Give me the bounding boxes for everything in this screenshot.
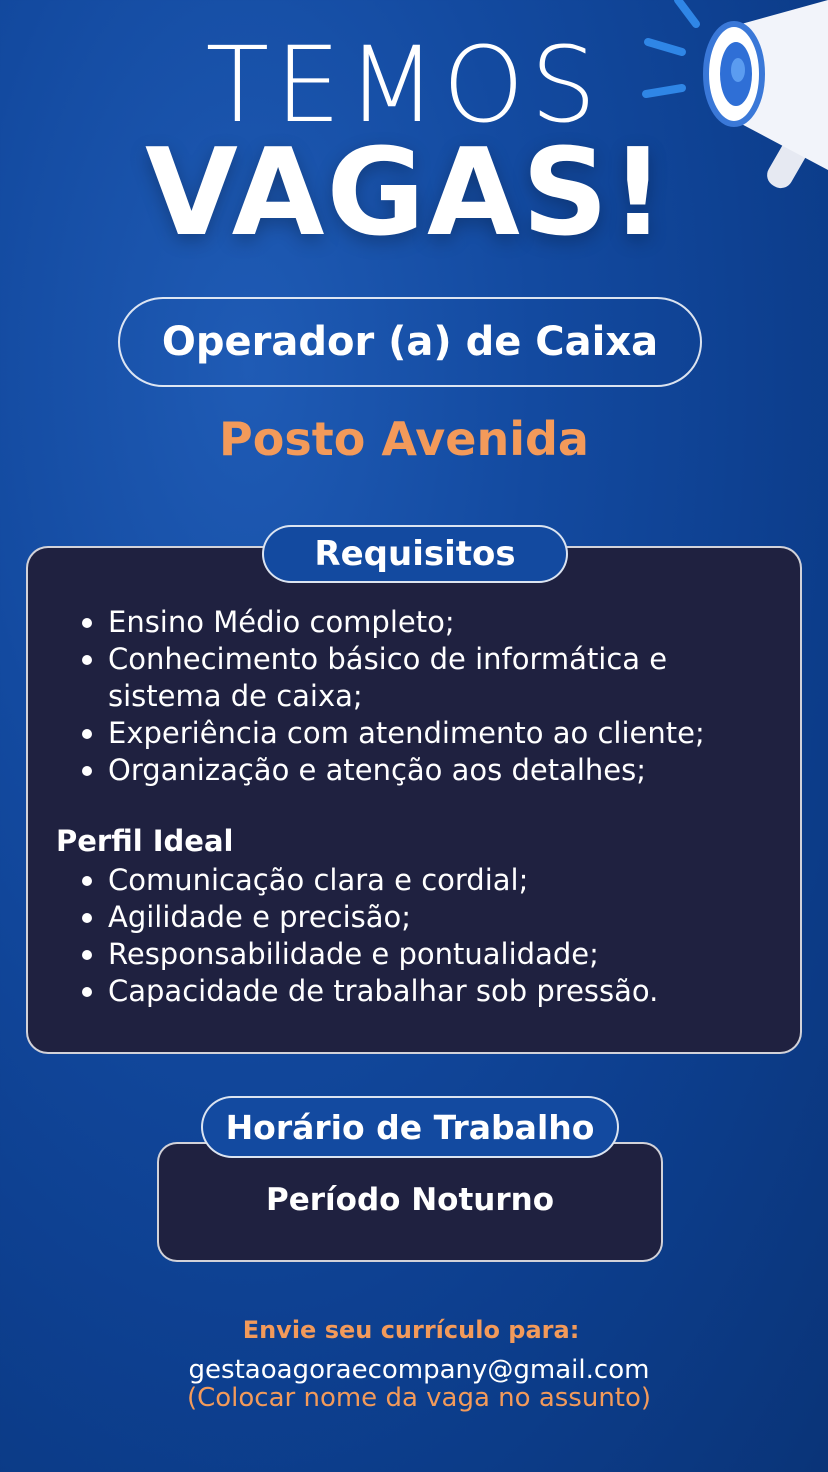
schedule-header: Horário de Trabalho: [201, 1096, 619, 1158]
cv-label: Envie seu currículo para:: [242, 1316, 580, 1344]
profile-item: Comunicação clara e cordial;: [80, 862, 780, 899]
headline-main: VAGAS!: [144, 124, 668, 263]
requirement-item: Ensino Médio completo;: [80, 604, 780, 641]
profile-item: Capacidade de trabalhar sob pressão.: [80, 973, 780, 1010]
profile-item: Agilidade e precisão;: [80, 899, 780, 936]
requirements-header: Requisitos: [262, 525, 568, 583]
profile-title: Perfil Ideal: [56, 824, 234, 858]
schedule-value: Período Noturno: [265, 1182, 555, 1218]
requirement-item: Experiência com atendimento ao cliente;: [80, 715, 780, 752]
job-title: Operador (a) de Caixa: [118, 297, 702, 387]
cv-note: (Colocar nome da vaga no assunto): [186, 1383, 652, 1413]
requirement-item: Conhecimento básico de informática e sistema de caixa;: [80, 641, 780, 715]
requirements-list: [80, 604, 780, 789]
company-name: Posto Avenida: [219, 412, 589, 466]
cv-email: gestaoagoraecompany@gmail.com: [188, 1355, 650, 1385]
requirement-item: Organização e atenção aos detalhes;: [80, 752, 780, 789]
profile-item: Responsabilidade e pontualidade;: [80, 936, 780, 973]
headline-top: TEMOS: [205, 24, 603, 146]
profile-list: [80, 862, 780, 1010]
